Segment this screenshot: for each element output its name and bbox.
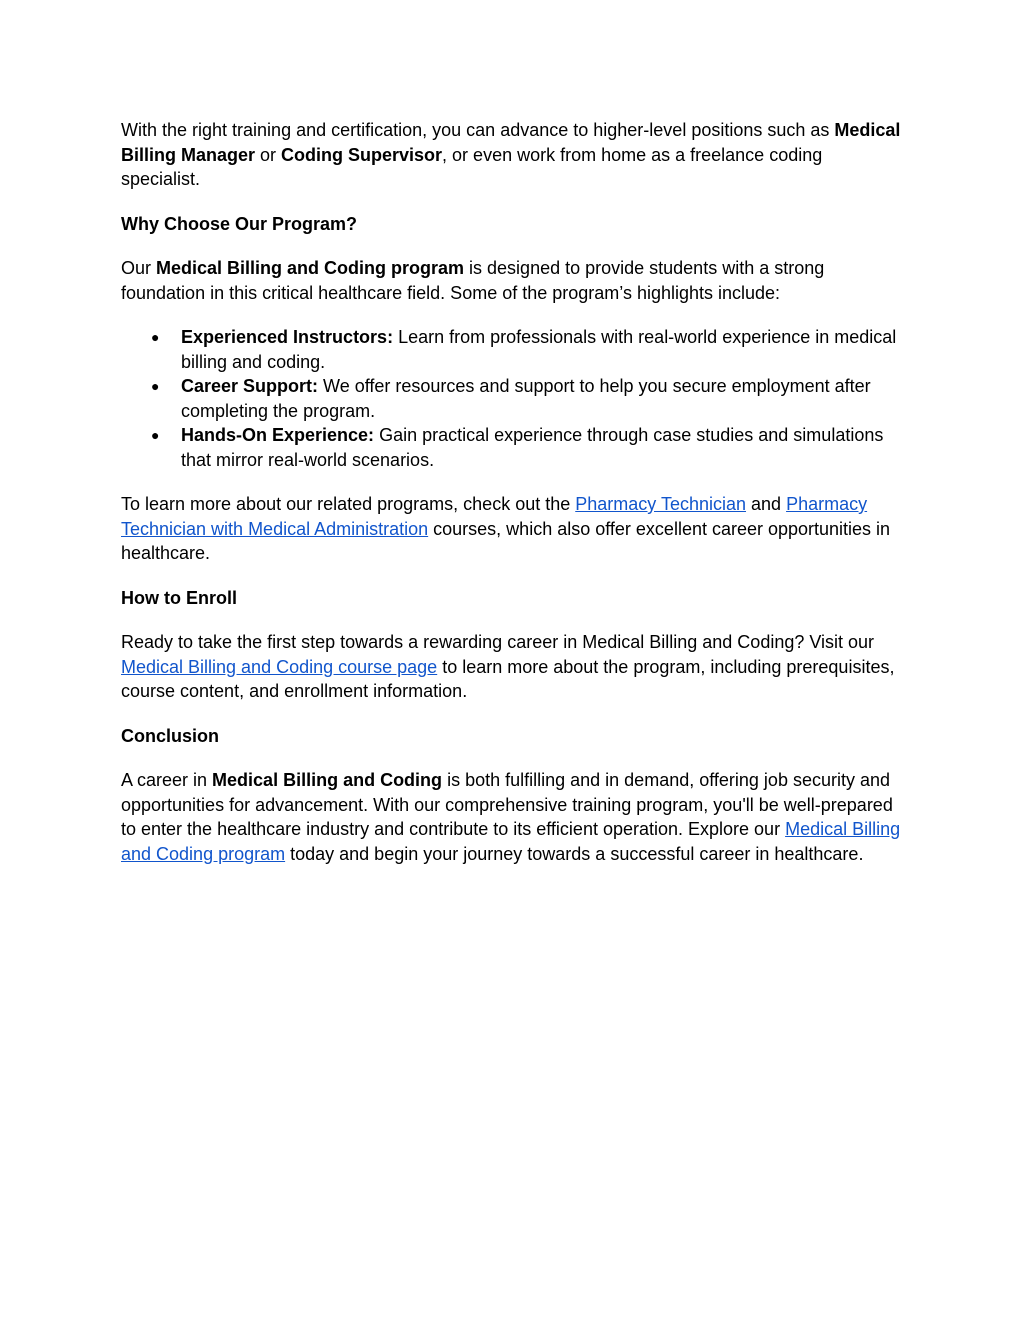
related-text: courses, which also offer excellent career opportunities in healthcare. xyxy=(121,518,891,563)
how-to-enroll-heading: How to Enroll xyxy=(121,587,237,608)
document-body xyxy=(121,118,906,886)
bullet-icon: ● xyxy=(151,329,160,345)
intro-text: With the right training and certification, you can advance to higher-level positions such as xyxy=(121,120,835,140)
list-item-title: Hands-On Experience: xyxy=(181,425,375,445)
conclusion-text: is both fulfilling and in demand, offering job security and opportunities for advancement. With our comprehensive training program, you'll be well-prepared to enter the healthcare industry and contribute to its efficient operation. Explore our xyxy=(121,770,893,839)
why-bold-program: Medical Billing and Coding program xyxy=(156,258,465,278)
list-item-text: Learn from professionals with real-world experience in medical billing and coding. xyxy=(181,327,897,372)
why-choose-heading: Why Choose Our Program? xyxy=(121,213,358,234)
list-item xyxy=(121,374,906,423)
conclusion-heading: Conclusion xyxy=(121,725,219,746)
why-text: Our xyxy=(121,258,157,278)
highlights-list xyxy=(121,325,906,472)
why-text: is designed to provide students with a strong foundation in this critical healthcare field. Some of the program’s highlights include: xyxy=(121,258,825,303)
course-page-link[interactable]: Medical Billing and Coding course page xyxy=(121,656,438,677)
list-item xyxy=(121,423,906,472)
conclusion-text: today and begin your journey towards a successful career in healthcare. xyxy=(285,843,864,864)
bullet-icon: ● xyxy=(151,378,160,394)
list-item xyxy=(121,325,906,374)
related-paragraph xyxy=(121,492,906,566)
intro-bold-coding-supervisor: Coding Supervisor xyxy=(281,144,443,165)
related-text: To learn more about our related programs, check out the xyxy=(121,494,576,514)
pharmacy-technician-link[interactable]: Pharmacy Technician xyxy=(575,494,747,514)
intro-text: or xyxy=(255,144,282,165)
list-item-title: Experienced Instructors: xyxy=(181,327,394,347)
why-paragraph xyxy=(121,256,906,305)
conclusion-bold-billing-coding: Medical Billing and Coding xyxy=(212,770,443,790)
conclusion-text: A career in xyxy=(121,770,213,790)
related-text: and xyxy=(746,494,787,514)
list-item-text: Gain practical experience through case studies and simulations that mirror real-world scenarios. xyxy=(181,425,884,470)
intro-text: , or even work from home as a freelance coding specialist. xyxy=(121,144,823,189)
enroll-text: Ready to take the first step towards a rewarding career in Medical Billing and Coding? Visit our xyxy=(121,632,875,652)
program-link[interactable]: Medical Billing and Coding program xyxy=(121,819,901,864)
pharmacy-technician-medical-admin-link[interactable]: Pharmacy Technician with Medical Administration xyxy=(121,494,868,539)
list-item-text: We offer resources and support to help you secure employment after completing the program. xyxy=(181,376,871,421)
conclusion-paragraph xyxy=(121,768,906,866)
bullet-icon: ● xyxy=(151,427,160,443)
intro-bold-billing-manager: Medical Billing Manager xyxy=(121,120,901,165)
list-item-title: Career Support: xyxy=(181,376,319,396)
enroll-text: to learn more about the program, including prerequisites, course content, and enrollment information. xyxy=(121,656,895,701)
enroll-paragraph xyxy=(121,630,906,704)
intro-paragraph xyxy=(121,118,906,192)
